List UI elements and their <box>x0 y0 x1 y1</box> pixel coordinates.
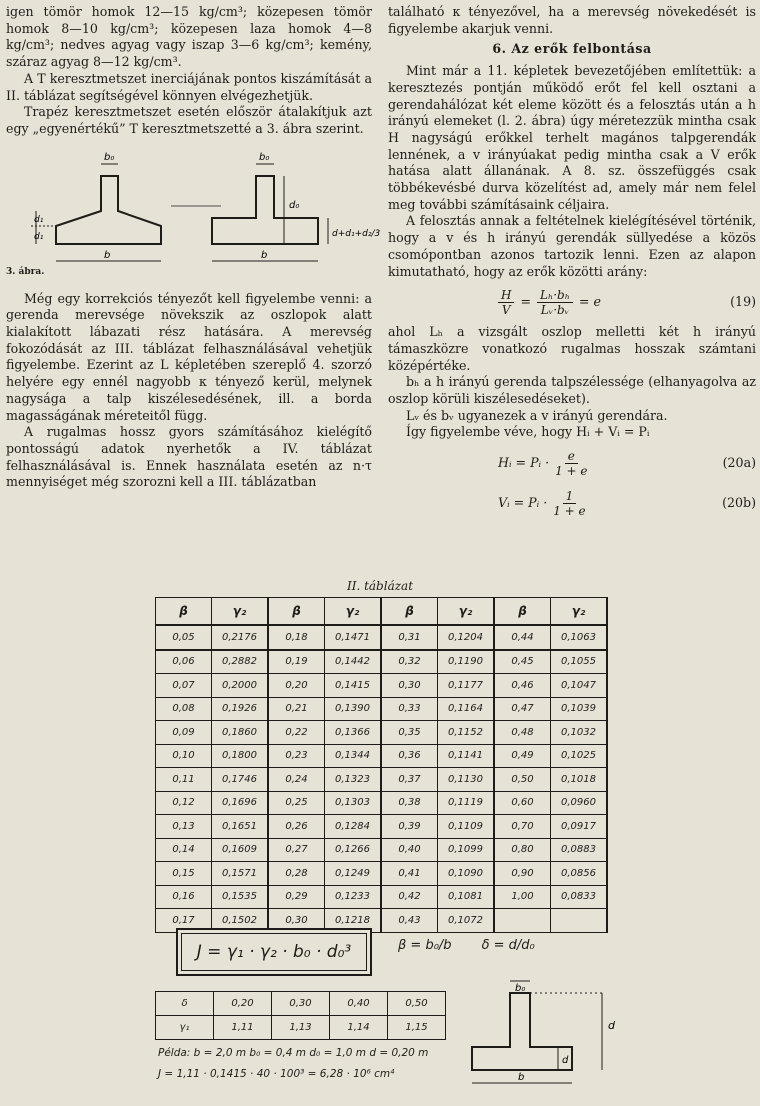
figure-3-drawing <box>6 146 381 281</box>
table-cell: 0,44 <box>494 625 551 650</box>
table-cell: 0,1442 <box>325 650 382 674</box>
left-paragraph-1: igen tömör homok 12—15 kg/cm³; közepesen tömör homok 8—10 kg/cm³; közepesen laza homok 4—8 kg/cm³; nedves agyag vagy iszap 3—6 kg/cm³; kemény, száraz agyag 8—12 kg/cm³. <box>6 4 372 70</box>
table-cell: 0,1152 <box>438 721 495 745</box>
table-cell: 0,42 <box>381 885 438 909</box>
table-cell: 0,1130 <box>438 768 495 792</box>
figure-3-caption: 3. ábra. <box>6 266 45 277</box>
table-cell: 0,1119 <box>438 791 495 815</box>
beta-definition: β = b₀/b <box>398 938 452 953</box>
table-cell: 0,05 <box>156 625 212 650</box>
right-paragraph-5: bₕ a h irányú gerenda talpszélessége (elhanyagolva az oszlop körüli kiszélesedéseket). <box>388 374 756 407</box>
table-cell: 0,1571 <box>212 862 269 886</box>
table-cell: 0,1018 <box>551 768 608 792</box>
eq20b-num: 1 <box>563 489 577 504</box>
eq19-lhs-num: H <box>498 288 514 303</box>
right-paragraph-1: található κ tényezővel, ha a merevség növekedését is figyelembe akarjuk venni. <box>388 4 756 36</box>
table-cell: 0,1696 <box>212 791 269 815</box>
table-cell: 0,1233 <box>325 885 382 909</box>
table-cell: 0,1099 <box>438 838 495 862</box>
eq20b-lhs: Vᵢ = Pᵢ · <box>498 494 548 510</box>
table-row <box>156 697 608 721</box>
gamma1-table-cell: 1,14 <box>330 1016 388 1040</box>
gamma1-table-cell: 0,30 <box>272 992 330 1016</box>
table-cell: 0,1249 <box>325 862 382 886</box>
equation-20b <box>388 485 756 521</box>
table-cell: 0,1502 <box>212 909 269 933</box>
table-cell: 0,45 <box>494 650 551 674</box>
table-cell: 0,2882 <box>212 650 269 674</box>
table-cell: 0,1164 <box>438 697 495 721</box>
right-paragraph-7: Így figyelembe véve, hogy Hᵢ + Vᵢ = Pᵢ <box>406 424 650 440</box>
table-cell: 0,1072 <box>438 909 495 933</box>
table-cell: 0,39 <box>381 815 438 839</box>
eq20a-den: 1 + e <box>555 463 588 478</box>
left-column <box>6 4 381 491</box>
table-cell: 0,0960 <box>551 791 608 815</box>
table-cell: 0,22 <box>268 721 325 745</box>
diag2-label-d: d <box>608 1019 615 1032</box>
table-row <box>156 744 608 768</box>
table-row <box>156 721 608 745</box>
table-cell: 0,1025 <box>551 744 608 768</box>
table-row <box>156 625 608 650</box>
table-cell: 0,1366 <box>325 721 382 745</box>
gamma1-table-cell: 1,11 <box>214 1016 272 1040</box>
table-cell: 0,1081 <box>438 885 495 909</box>
delta-definition: δ = d/d₀ <box>481 938 535 953</box>
table-cell: 0,1039 <box>551 697 608 721</box>
gamma1-table-cell: γ₁ <box>156 1016 214 1040</box>
table-cell: 0,11 <box>156 768 212 792</box>
eq20a-num: e <box>565 449 578 464</box>
right-paragraph-4: ahol Lₕ a vizsgált oszlop melletti két h irányú támaszközre vonatkozó rugalmas hosszak számtani középértéke. <box>388 324 756 373</box>
table-cell: 0,19 <box>268 650 325 674</box>
fig3-label-d-eq: d+d₁+d₂/3 <box>332 228 381 239</box>
table-cell: 0,1218 <box>325 909 382 933</box>
table-cell: 0,90 <box>494 862 551 886</box>
table-cell: 0,1190 <box>438 650 495 674</box>
table-cell: 0,25 <box>268 791 325 815</box>
diag2-label-b0: b₀ <box>515 983 526 994</box>
fig3-label-d1b: d₁ <box>34 231 44 242</box>
table-cell: 0,1651 <box>212 815 269 839</box>
table-cell: 0,1926 <box>212 697 269 721</box>
table-header-cell: β <box>268 598 325 626</box>
table-cell: 0,50 <box>494 768 551 792</box>
table-row <box>156 674 608 698</box>
table-cell: 0,18 <box>268 625 325 650</box>
section-title: 6. Az erők felbontása <box>492 41 652 57</box>
table-cell: 0,48 <box>494 721 551 745</box>
table-cell: 0,33 <box>381 697 438 721</box>
table-cell: 0,41 <box>381 862 438 886</box>
table-cell: 0,1141 <box>438 744 495 768</box>
table-cell: 0,12 <box>156 791 212 815</box>
table-cell: 0,1284 <box>325 815 382 839</box>
gamma1-table-cell: 0,40 <box>330 992 388 1016</box>
table-cell: 0,31 <box>381 625 438 650</box>
table-cell: 0,1746 <box>212 768 269 792</box>
table-cell: 0,40 <box>381 838 438 862</box>
table-cell: 0,1609 <box>212 838 269 862</box>
table-row <box>156 650 608 674</box>
table-cell: 0,1109 <box>438 815 495 839</box>
right-paragraph-3: A felosztás annak a feltételnek kielégítésével történik, hogy a v és h irányú gerendák süllyedése a közös csomópontban azonos tartozik lenni. Ezen az alapon kimutatható, hogy az erők közötti arány: <box>388 213 756 279</box>
table-cell: 0,1204 <box>438 625 495 650</box>
table-cell: 0,1390 <box>325 697 382 721</box>
table-cell: 0,1090 <box>438 862 495 886</box>
table-cell: 0,1800 <box>212 744 269 768</box>
table-cell: 0,1055 <box>551 650 608 674</box>
example-line-2: J = 1,11 · 0,1415 · 40 · 100³ = 6,28 · 10⁶ cm⁴ <box>158 1068 395 1080</box>
table-cell: 0,17 <box>156 909 212 933</box>
table-cell: 0,26 <box>268 815 325 839</box>
table-cell: 0,38 <box>381 791 438 815</box>
table-row <box>156 838 608 862</box>
diag2-label-b: b <box>518 1072 525 1083</box>
inertia-formula-box: J = γ₁ · γ₂ · b₀ · d₀³ <box>176 928 372 976</box>
table-cell: 0,0856 <box>551 862 608 886</box>
right-paragraph-6: Lᵥ és bᵥ ugyanezek a v irányú gerendára. <box>406 407 668 423</box>
table-cell: 0,2000 <box>212 674 269 698</box>
table-cell: 0,0833 <box>551 885 608 909</box>
left-paragraph-5: A rugalmas hossz gyors számításához kielégítő pontosságú adatok nyerhetők a IV. táblázat felhasználásával is. Ennek használata esetén az n·τ mennyiséget még szorozni kell a III. táblázatban <box>6 424 372 490</box>
equation-20b-number: (20b) <box>722 494 756 510</box>
equation-20a-number: (20a) <box>722 454 756 470</box>
fig3-label-d0: d₀ <box>289 199 300 211</box>
left-paragraph-2: A T keresztmetszet inerciájának pontos kiszámítását a II. táblázat segítségével könnyen elvégezhetjük. <box>6 70 372 103</box>
table-header-cell: β <box>381 598 438 626</box>
equation-19: $\frac{H}{V}$ = $\frac{\text{Lₕ·bₕ}}{\text{Lᵥ·bᵥ}}$ = e (19) <box>388 284 756 320</box>
table-cell: 0,27 <box>268 838 325 862</box>
table-header-cell: β <box>156 598 212 626</box>
gamma1-table-cell: 0,50 <box>388 992 446 1016</box>
table-cell: 0,09 <box>156 721 212 745</box>
eq20a-lhs: Hᵢ = Pᵢ · <box>498 454 550 470</box>
table-cell: 0,70 <box>494 815 551 839</box>
table-cell: 0,43 <box>381 909 438 933</box>
table-cell <box>551 909 608 933</box>
fig3-label-d1a: d₁ <box>34 214 44 225</box>
left-paragraph-4: Még egy korrekciós tényezőt kell figyelembe venni: a gerenda merevsége növekszik az oszlopok alatt kialakított lábazati rész hatására. A merevség fokozódását az III. táblázat felhasználásával vehetjük figyelembe. Ezerint az L képletében szereplő 4. szorzó helyére egy ennél nagyobb κ tényező kerül, melynek nagysága a talp kiszélesedésének, ill. a borda magasságának méreteitől függ. <box>6 290 372 423</box>
table-cell: 0,49 <box>494 744 551 768</box>
fig3-label-b0-right: b₀ <box>259 151 270 163</box>
eq19-tail: = e <box>578 293 601 309</box>
figure-3 <box>6 146 381 281</box>
right-paragraph-2: Mint már a 11. képletek bevezetőjében említettük: a keresztezés pontján működő erőt fel kell osztani a gerendahálózat két eleme között és a felosztás után a h irányú elemeket (l. 2. ábra) úgy méretezzük mintha csak H nagyságú erőkkel terhelt magános talpgerendák lennének, a v irányúakat pedig mintha csak a V erők hatása alatt állanának. A 8. sz. összefüggés csak többékevésbé durva közelítést ad, amely már nem felel meg további számításaink céljaira. <box>388 63 756 212</box>
t-section-diagram <box>470 975 640 1095</box>
eq19-rhs-num: Lₕ·bₕ <box>537 288 573 303</box>
table-cell: 0,06 <box>156 650 212 674</box>
table-cell: 0,80 <box>494 838 551 862</box>
table-cell: 0,36 <box>381 744 438 768</box>
table-cell: 0,1323 <box>325 768 382 792</box>
table-header-cell: γ₂ <box>212 598 269 626</box>
table-cell: 0,1471 <box>325 625 382 650</box>
fig3-label-b0-left: b₀ <box>104 151 115 163</box>
eq20b-den: 1 + e <box>553 503 586 518</box>
table-cell: 0,1032 <box>551 721 608 745</box>
table-cell: 0,07 <box>156 674 212 698</box>
table-cell: 0,10 <box>156 744 212 768</box>
table-cell: 0,20 <box>268 674 325 698</box>
table-cell: 0,47 <box>494 697 551 721</box>
table-row <box>156 768 608 792</box>
equation-19-number: (19) <box>730 293 756 309</box>
table-header-cell: γ₂ <box>551 598 608 626</box>
eq19-rhs-den: Lᵥ·bᵥ <box>540 302 570 317</box>
gamma1-table-cell: 1,13 <box>272 1016 330 1040</box>
table-cell: 0,2176 <box>212 625 269 650</box>
equation-20a <box>388 445 756 481</box>
table-cell: 0,1303 <box>325 791 382 815</box>
table-cell: 0,30 <box>268 909 325 933</box>
table-cell: 0,1266 <box>325 838 382 862</box>
example-line-1: Példa: b = 2,0 m b₀ = 0,4 m d₀ = 1,0 m d = 0,20 m <box>158 1047 429 1059</box>
fig3-label-b-left: b <box>104 249 111 261</box>
table-cell: 0,32 <box>381 650 438 674</box>
fig3-label-b-right: b <box>261 249 268 261</box>
gamma1-table-cell: 1,15 <box>388 1016 446 1040</box>
table-cell: 0,37 <box>381 768 438 792</box>
table-cell: 0,60 <box>494 791 551 815</box>
table-cell: 0,1860 <box>212 721 269 745</box>
table-cell: 0,1535 <box>212 885 269 909</box>
table-cell: 0,23 <box>268 744 325 768</box>
table-title: II. táblázat <box>346 579 414 593</box>
table-cell: 0,0883 <box>551 838 608 862</box>
table-row <box>156 885 608 909</box>
table-header-cell: γ₂ <box>438 598 495 626</box>
ratio-definitions <box>398 938 535 953</box>
table-cell: 0,24 <box>268 768 325 792</box>
table-cell: 0,1415 <box>325 674 382 698</box>
table-cell: 0,1177 <box>438 674 495 698</box>
table-cell: 0,21 <box>268 697 325 721</box>
table-cell: 0,16 <box>156 885 212 909</box>
table-cell <box>494 909 551 933</box>
table-cell: 0,1344 <box>325 744 382 768</box>
left-paragraph-3: Trapéz keresztmetszet esetén először átalakítjuk azt egy „egyenértékű” T keresztmetszetté a 3. ábra szerint. <box>6 104 372 136</box>
table-cell: 0,1047 <box>551 674 608 698</box>
gamma1-table-cell: 0,20 <box>214 992 272 1016</box>
table-cell: 0,14 <box>156 838 212 862</box>
table-cell: 0,0917 <box>551 815 608 839</box>
table-cell: 0,29 <box>268 885 325 909</box>
table-cell: 0,13 <box>156 815 212 839</box>
table-header-cell: β <box>494 598 551 626</box>
table-cell: 1,00 <box>494 885 551 909</box>
table-row <box>156 815 608 839</box>
table-cell: 0,28 <box>268 862 325 886</box>
table-cell: 0,30 <box>381 674 438 698</box>
table-cell: 0,15 <box>156 862 212 886</box>
table-cell: 0,1063 <box>551 625 608 650</box>
table-row <box>156 791 608 815</box>
table-cell: 0,35 <box>381 721 438 745</box>
table-header-cell: γ₂ <box>325 598 382 626</box>
gamma1-table-cell: δ <box>156 992 214 1016</box>
gamma1-table <box>155 991 446 1040</box>
table-cell: 0,08 <box>156 697 212 721</box>
right-column <box>388 4 756 525</box>
table-cell: 0,46 <box>494 674 551 698</box>
diag2-label-d-small: d <box>562 1055 569 1066</box>
eq19-lhs-den: V <box>501 302 511 317</box>
table-ii <box>155 597 608 933</box>
table-row <box>156 862 608 886</box>
